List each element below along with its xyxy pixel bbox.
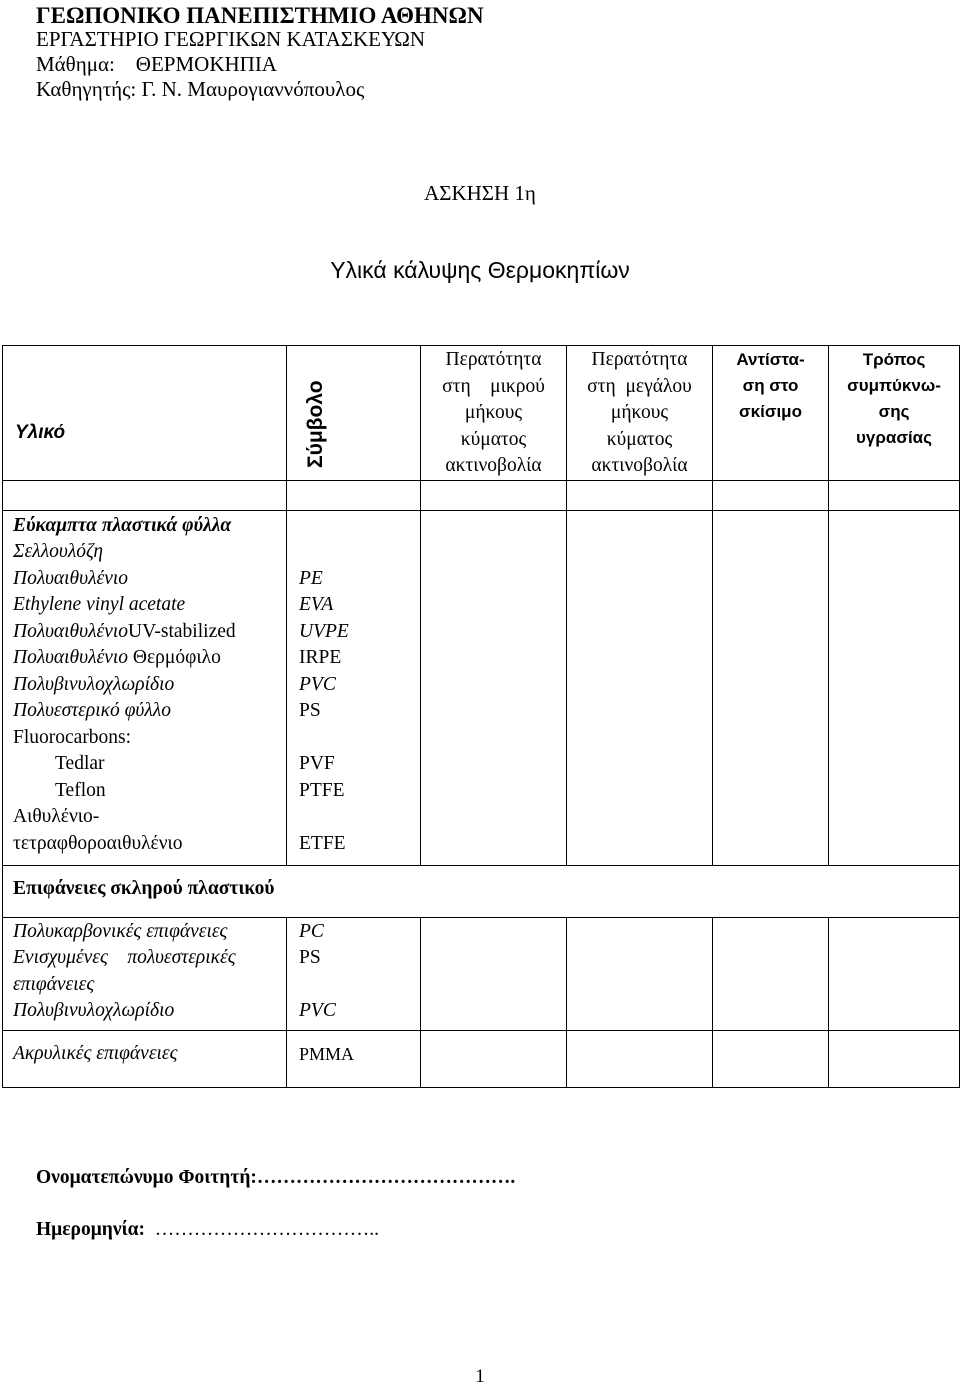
lab-name: ΕΡΓΑΣΤΗΡΙΟ ΓΕΩΡΓΙΚΩΝ ΚΑΤΑΣΚΕΥΩΝ	[36, 27, 426, 51]
flexible-materials-cell	[3, 510, 287, 865]
header-long-wave	[567, 346, 713, 481]
material-item: Teflon	[55, 779, 106, 801]
header-tear: Αντίστα- ση στο σκίσιμο	[713, 346, 829, 481]
acrylic-symbol-cell	[287, 1030, 421, 1087]
materials-table	[2, 345, 960, 1088]
symbol-item: PE	[299, 567, 323, 589]
material-item: Πολυαιθυλένιο Θερμόφιλο	[13, 647, 221, 668]
student-name-label: Ονοματεπώνυμο Φοιτητή:	[36, 1167, 257, 1188]
symbol-item: PS	[299, 700, 321, 721]
header-short-wave	[421, 346, 567, 481]
date-label: Ημερομηνία:	[36, 1219, 146, 1240]
material-item: Fluorocarbons:	[13, 726, 132, 748]
acrylic-row	[3, 1030, 960, 1087]
symbol-item: PMMA	[299, 1043, 355, 1064]
material-item: Πολυεστερικό φύλλο	[13, 700, 171, 721]
header-material: Υλικό	[3, 346, 287, 481]
professor-name: Καθηγητής: Γ. Ν. Μαυρογιαννόπουλος	[36, 77, 365, 101]
course-name: Μάθημα: ΘΕΡΜΟΚΗΠΙΑ	[36, 52, 277, 76]
material-item: Ακρυλικές επιφάνειες	[13, 1042, 178, 1064]
flexible-symbols-cell	[287, 510, 421, 865]
date-field[interactable]	[36, 1219, 379, 1241]
material-item: Πολυβινυλοχλωρίδιο	[13, 673, 175, 695]
rigid-heading-cell	[3, 865, 960, 917]
header-symbol: Σύμβολο	[287, 346, 421, 481]
symbol-item: PTFE	[299, 779, 345, 801]
material-item: Πολυβινυλοχλωρίδιο	[13, 1000, 175, 1021]
page-title: Υλικά κάλυψης Θερμοκηπίων	[330, 257, 630, 283]
header-condensation: Τρόπος συμπύκνω- σης υγρασίας	[829, 346, 960, 481]
header-short-wave-lines: Περατότητα στη μικρού μήκους κύματος ακτινοβολία	[442, 349, 545, 476]
table-header-row	[3, 346, 960, 481]
date-dots: ……………………………..	[145, 1219, 380, 1240]
flexible-heading: Εύκαμπτα πλαστικά φύλλα	[13, 514, 232, 536]
material-item: Ethylene vinyl acetate	[13, 594, 186, 615]
student-name-field[interactable]	[36, 1167, 515, 1189]
symbol-item: EVA	[299, 594, 334, 615]
material-item: Σελλουλόζη	[13, 541, 103, 562]
rigid-row	[3, 917, 960, 1030]
material-item: Πολυαιθυλένιο	[13, 567, 129, 589]
flexible-row	[3, 510, 960, 865]
symbol-item: PS	[299, 947, 321, 968]
symbol-item: PVF	[299, 753, 335, 774]
material-item: τετραφθοροαιθυλένιο	[13, 832, 183, 854]
symbol-item: ETFE	[299, 832, 346, 854]
symbol-item: IRPE	[299, 647, 342, 668]
page-number: 1	[475, 1366, 485, 1387]
rigid-symbols-cell	[287, 917, 421, 1030]
material-item: επιφάνειες	[13, 973, 95, 995]
material-item: Πολυκαρβονικές επιφάνειες	[13, 920, 228, 942]
rigid-heading: Επιφάνειες σκληρού πλαστικού	[13, 877, 275, 899]
spacer-row	[3, 480, 960, 510]
header-long-wave-lines: Περατότητα στη μεγάλου μήκους κύματος ακτινοβολία	[587, 349, 692, 476]
material-item: ΠολυαιθυλένιοUV-stabilized	[13, 620, 236, 642]
symbol-item: PVC	[299, 1000, 336, 1021]
material-item: Tedlar	[55, 753, 105, 774]
material-item: Ενισχυμένες πολυεστερικές	[13, 947, 236, 968]
exercise-label: ΑΣΚΗΣΗ 1η	[424, 181, 536, 205]
university-name: ΓΕΩΠΟΝΙΚΟ ΠΑΝΕΠΙΣΤΗΜΙΟ ΑΘΗΝΩΝ	[36, 3, 484, 28]
symbol-item: UVPE	[299, 620, 349, 642]
rigid-materials-cell	[3, 917, 287, 1030]
material-item: Αιθυλένιο-	[13, 806, 100, 827]
symbol-item: PVC	[299, 673, 336, 695]
symbol-item: PC	[299, 920, 324, 942]
student-name-dots: ………………………………….	[256, 1167, 516, 1188]
rigid-heading-row	[3, 865, 960, 917]
acrylic-material-cell	[3, 1030, 287, 1087]
